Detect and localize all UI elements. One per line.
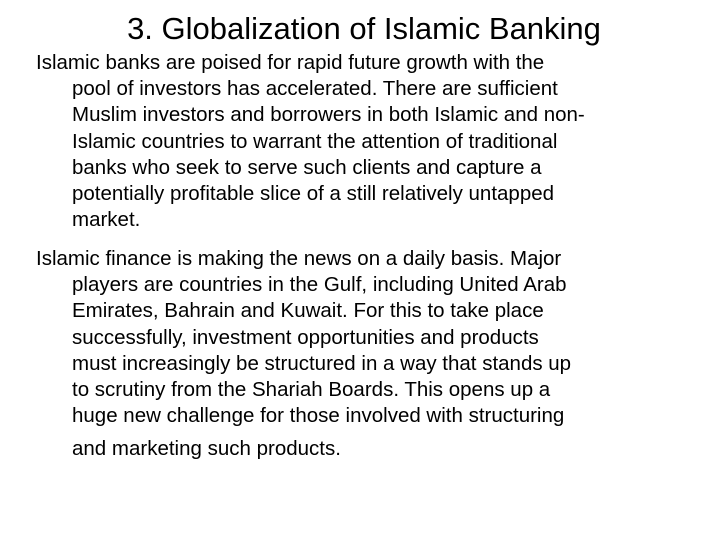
text-line: Muslim investors and borrowers in both Islamic and non- <box>72 103 585 127</box>
text-line: and marketing such products. <box>72 437 341 461</box>
text-line: must increasingly be structured in a way that stands up <box>72 351 572 375</box>
text-line: to scrutiny from the Shariah Boards. This opens up a <box>72 377 551 401</box>
paragraph-news <box>36 246 726 463</box>
text-line: Islamic finance is making the news on a daily basis. Major <box>36 247 562 270</box>
text-line: successfully, investment opportunities and products <box>72 325 539 349</box>
text-line: pool of investors has accelerated. There are sufficient <box>72 77 558 101</box>
slide-title: 3. Globalization of Islamic Banking <box>127 11 601 46</box>
text-line: Emirates, Bahrain and Kuwait. For this to take place <box>72 299 544 323</box>
text-line: banks who seek to serve such clients and capture a <box>72 155 542 179</box>
text-line: potentially profitable slice of a still relatively untapped <box>72 181 555 205</box>
text-line: huge new challenge for those involved with structuring <box>72 404 565 428</box>
text-line: Islamic countries to warrant the attention of traditional <box>72 129 558 153</box>
text-line: Islamic banks are poised for rapid future growth with the <box>36 51 545 74</box>
paragraph-growth <box>36 50 726 233</box>
text-line: players are countries in the Gulf, including United Arab <box>72 273 567 297</box>
text-line: market. <box>72 208 141 232</box>
